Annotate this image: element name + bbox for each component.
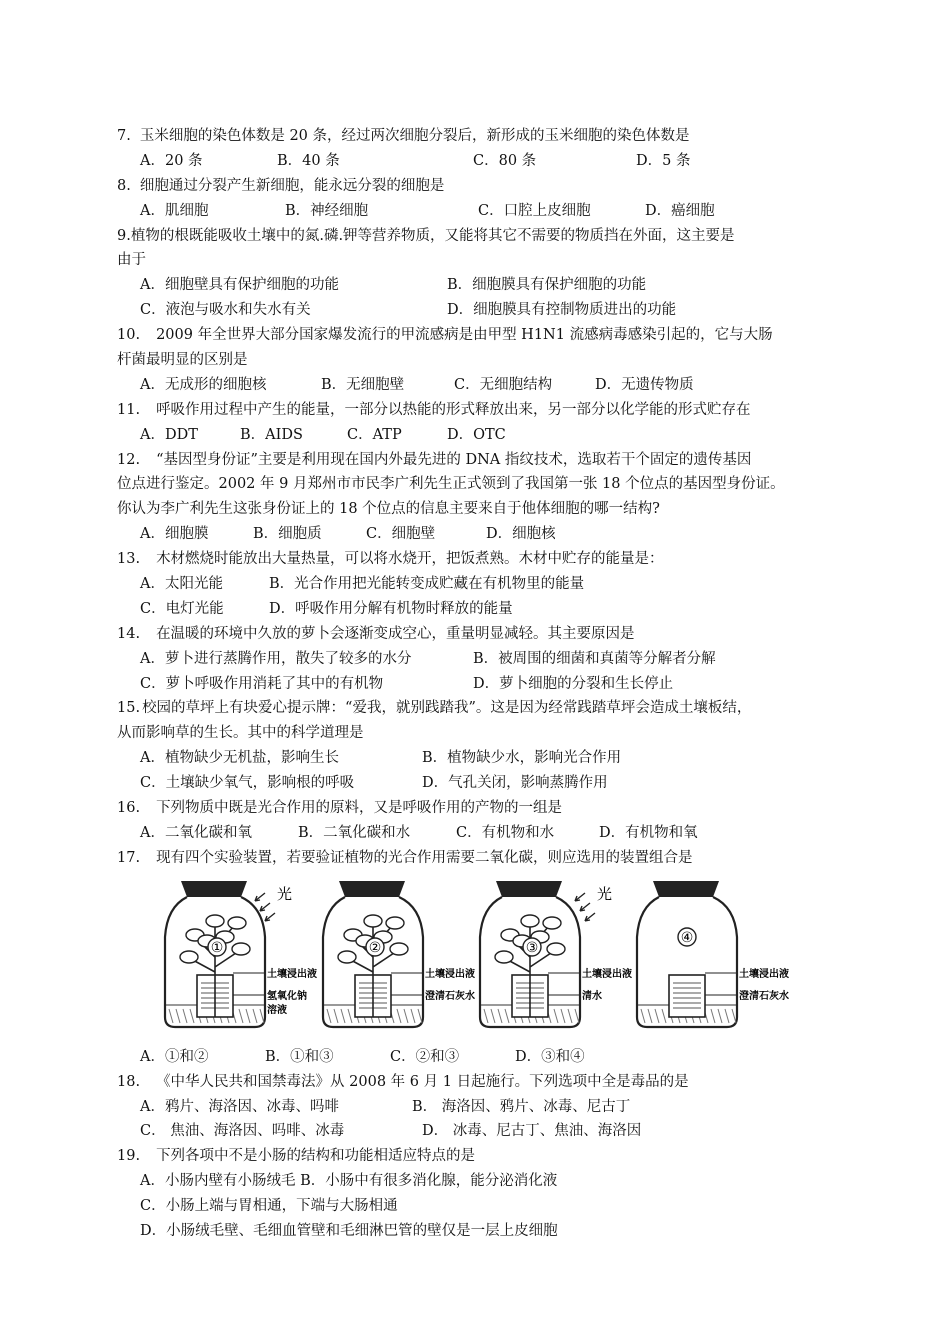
option: C．有机物和水	[456, 824, 555, 841]
jar-mark: ①	[210, 939, 224, 956]
option: D．无遗传物质	[595, 376, 694, 393]
option: C．小肠上端与胃相通，下端与大肠相通	[140, 1198, 398, 1215]
question-14	[117, 622, 857, 697]
question-stem-line	[117, 472, 857, 497]
question-number: 13.	[117, 551, 141, 568]
plant-leaf	[495, 951, 513, 963]
option: B．①和③	[265, 1048, 334, 1065]
option: A．二氧化碳和氧	[140, 824, 252, 841]
jar-mark: ④	[680, 929, 694, 946]
question-stem-text: 位点进行鉴定。2002 年 9 月郑州市市民李广利先生正式领到了我国第一张 18 个位点的基因型身份证。	[117, 476, 785, 493]
option: C．电灯光能	[140, 600, 224, 617]
option: D．③和④	[515, 1048, 585, 1065]
question-stem-text: 下列物质中既是光合作用的原料，又是呼吸作用的产物的一组是	[156, 800, 563, 817]
question-number: 16.	[117, 800, 141, 817]
option: B．细胞膜具有保护细胞的功能	[447, 277, 647, 294]
option: D．呼吸作用分解有机物时释放的能量	[269, 600, 513, 617]
option-row	[117, 597, 857, 622]
question-11	[117, 398, 857, 448]
question-stem-text: 呼吸作用过程中产生的能量，一部分以热能的形式释放出来，另一部分以化学能的形式贮存在	[156, 401, 751, 418]
option: A．肌细胞	[140, 202, 209, 219]
question-stem-text: 2009 年全世界大部分国家爆发流行的甲流感病是由甲型 H1N1 流感病毒感染引起的，它与大肠	[156, 327, 773, 344]
option-row	[117, 1169, 857, 1194]
option: B．无细胞壁	[321, 376, 405, 393]
question-stem-text: 校园的草坪上有块爱心提示牌：“爱我，就别践踏我”。这是因为经常践踏草坪会造成土壤板结，	[142, 700, 752, 717]
question-15	[117, 696, 857, 796]
option: C．②和③	[390, 1048, 460, 1065]
option: B．二氧化碳和水	[298, 824, 411, 841]
jar-label: 土壤浸出液	[425, 968, 475, 980]
option-row	[117, 771, 857, 796]
option: B．被周围的细菌和真菌等分解者分解	[473, 650, 716, 667]
option: D．气孔关闭，影响蒸腾作用	[422, 775, 608, 792]
option: D．细胞膜具有控制物质进出的功能	[447, 302, 677, 319]
option: D．OTC	[447, 426, 506, 443]
option-row	[117, 1095, 857, 1120]
question-number: 7.	[117, 128, 131, 144]
option: C．ATP	[347, 426, 402, 443]
plant-leaf	[364, 915, 382, 927]
option: D．癌细胞	[645, 202, 715, 219]
jar-label: 土壤浸出液	[582, 968, 632, 980]
jar-label: 土壤浸出液	[739, 968, 789, 980]
jar-label: 土壤浸出液	[267, 968, 317, 980]
question-16	[117, 796, 857, 846]
option: D．小肠绒毛壁、毛细血管壁和毛细淋巴管的壁仅是一层上皮细胞	[140, 1222, 558, 1239]
jar-lid	[496, 881, 562, 897]
option-row	[117, 149, 857, 174]
question-stem-text: 《中华人民共和国禁毒法》从 2008 年 6 月 1 日起施行。下列选项中全是毒品的是	[156, 1073, 689, 1090]
option: A．植物缺少无机盐，影响生长	[140, 750, 339, 767]
question-number: 19.	[117, 1148, 141, 1165]
option: D．有机物和氧	[599, 824, 698, 841]
experiment-diagram	[161, 877, 801, 1037]
question-stem-line	[117, 124, 857, 149]
option: A．太阳光能	[140, 576, 223, 593]
plant-leaf	[543, 917, 561, 929]
question-18	[117, 1070, 857, 1145]
option: C．液泡与吸水和失水有关	[140, 302, 311, 319]
question-stem-line	[117, 622, 857, 647]
question-7	[117, 124, 857, 174]
plant-leaf	[338, 951, 356, 963]
question-stem-line	[117, 398, 857, 423]
jar-mark: ③	[525, 939, 539, 956]
plant-leaf	[386, 917, 404, 929]
light-arrows-2	[575, 885, 612, 921]
option: A．无成形的细胞核	[140, 376, 267, 393]
question-number: 14.	[117, 625, 141, 642]
option-row	[117, 273, 857, 298]
option: B．神经细胞	[285, 202, 369, 219]
option: B．AIDS	[240, 426, 303, 443]
question-stem-line	[117, 1144, 857, 1169]
light-label: 光	[597, 884, 613, 903]
option: A．小肠内壁有小肠绒毛 B．小肠中有很多消化腺，能分泌消化液	[140, 1173, 558, 1190]
option: C．口腔上皮细胞	[478, 202, 591, 219]
question-stem-text: 玉米细胞的染色体数是 20 条，经过两次细胞分裂后，新形成的玉米细胞的染色体数是	[139, 128, 690, 144]
light-label: 光	[277, 884, 293, 903]
question-number: 11.	[117, 401, 141, 418]
option: A．①和②	[140, 1048, 209, 1065]
option-row	[117, 373, 857, 398]
question-10	[117, 323, 857, 398]
option: A．萝卜进行蒸腾作用，散失了较多的水分	[140, 650, 412, 667]
jar-label: 澄清石灰水	[739, 990, 789, 1002]
option: A．DDT	[140, 426, 198, 443]
option: C．无细胞结构	[454, 376, 553, 393]
question-stem-line	[117, 796, 857, 821]
option-row	[117, 298, 857, 323]
option-row	[117, 821, 857, 846]
question-stem-line	[117, 721, 857, 746]
option: A．鸦片、海洛因、冰毒、吗啡	[140, 1098, 339, 1115]
option: D．细胞核	[486, 526, 556, 543]
question-number: 18.	[117, 1073, 141, 1090]
question-number: 12.	[117, 451, 141, 468]
question-stem-line	[117, 846, 857, 871]
question-stem-line	[117, 497, 857, 522]
question-17	[117, 846, 857, 1070]
option-row	[117, 746, 857, 771]
question-number: 17.	[117, 849, 141, 866]
option-row	[117, 572, 857, 597]
question-number: 10.	[117, 327, 141, 344]
question-stem-text: 从而影响草的生长。其中的科学道理是	[117, 725, 364, 742]
option-row	[117, 1119, 857, 1144]
jar-label: 清水	[582, 990, 602, 1002]
jar-label: 澄清石灰水	[425, 990, 475, 1002]
option: B．植物缺少水，影响光合作用	[422, 750, 622, 767]
option: A．20 条	[140, 152, 203, 169]
option-row	[117, 199, 857, 224]
question-list	[117, 124, 857, 1244]
question-stem-text: “基因型身份证”主要是利用现在国内外最先进的 DNA 指纹技术，选取若干个固定的遗传基因	[156, 451, 752, 468]
question-stem-text: 木材燃烧时能放出大量热量，可以将水烧开，把饭煮熟。木材中贮存的能量是：	[156, 551, 664, 568]
option: B．细胞质	[253, 526, 322, 543]
question-9	[117, 224, 857, 324]
plant-leaf	[206, 915, 224, 927]
option: C．细胞壁	[366, 526, 436, 543]
question-13	[117, 547, 857, 622]
option: C．80 条	[473, 152, 537, 169]
question-stem-text: 下列各项中不是小肠的结构和功能相适应特点的是	[156, 1148, 476, 1165]
question-stem-line	[117, 224, 857, 249]
question-stem-line	[117, 547, 857, 572]
question-stem-line	[117, 323, 857, 348]
question-stem-text: 细胞通过分裂产生新细胞，能永远分裂的细胞是	[139, 177, 445, 194]
question-number: 9.	[117, 227, 131, 244]
question-stem-text: 植物的根既能吸收土壤中的氮.磷.钾等营养物质，又能将其它不需要的物质挡在外面，这主要是	[130, 227, 735, 244]
question-19	[117, 1144, 857, 1244]
option: D．5 条	[636, 152, 691, 169]
option-row	[117, 1219, 857, 1244]
option-row	[117, 522, 857, 547]
question-12	[117, 448, 857, 548]
option-row	[117, 423, 857, 448]
option: B． 海洛因、鸦片、冰毒、尼古丁	[412, 1098, 631, 1115]
question-8	[117, 174, 857, 224]
question-stem-line	[117, 1070, 857, 1095]
plant-leaf	[547, 943, 565, 955]
experiment-figure	[161, 877, 857, 1037]
plant-leaf	[232, 943, 250, 955]
option: C．土壤缺少氧气，影响根的呼吸	[140, 775, 355, 792]
option-row	[117, 647, 857, 672]
jar-label: 溶液	[267, 1004, 287, 1016]
question-number: 8.	[117, 177, 131, 194]
question-number: 15.	[117, 700, 141, 717]
option: C． 焦油、海洛因、吗啡、冰毒	[140, 1123, 345, 1140]
jar-lid	[339, 881, 405, 897]
question-stem-text: 由于	[117, 252, 146, 269]
option: C．萝卜呼吸作用消耗了其中的有机物	[140, 675, 384, 692]
jar-lid	[653, 881, 719, 897]
jar-lid	[181, 881, 247, 897]
option: A．细胞膜	[140, 526, 209, 543]
question-stem-line	[117, 348, 857, 373]
exam-page	[117, 124, 857, 1244]
question-stem-text: 你认为李广利先生这张身份证上的 18 个位点的信息主要来自于他体细胞的哪一结构?	[117, 501, 660, 518]
option-row	[117, 1045, 857, 1070]
question-stem-text: 现有四个实验装置，若要验证植物的光合作用需要二氧化碳，则应选用的装置组合是	[156, 849, 693, 866]
question-stem-line	[117, 696, 857, 721]
jar-label: 氢氧化钠	[267, 990, 307, 1002]
option: A．细胞壁具有保护细胞的功能	[140, 277, 339, 294]
question-stem-line	[117, 448, 857, 473]
option: D． 冰毒、尼古丁、焦油、海洛因	[422, 1123, 642, 1140]
beaker	[669, 975, 705, 1017]
option-row	[117, 1194, 857, 1219]
jar-2	[323, 881, 475, 1027]
question-stem-text: 在温暖的环境中久放的萝卜会逐渐变成空心，重量明显减轻。其主要原因是	[156, 625, 635, 642]
option: B．40 条	[277, 152, 340, 169]
jar-1	[165, 881, 317, 1027]
jar-4	[637, 881, 789, 1027]
question-stem-text: 杆菌最明显的区别是	[117, 352, 248, 369]
plant-leaf	[521, 915, 539, 927]
question-stem-line	[117, 174, 857, 199]
question-stem-line	[117, 248, 857, 273]
plant-leaf	[180, 951, 198, 963]
option-row	[117, 672, 857, 697]
plant-leaf	[228, 917, 246, 929]
plant-leaf	[390, 943, 408, 955]
option: D．萝卜细胞的分裂和生长停止	[473, 675, 674, 692]
option: B．光合作用把光能转变成贮藏在有机物里的能量	[269, 576, 585, 593]
jar-mark: ②	[368, 939, 382, 956]
